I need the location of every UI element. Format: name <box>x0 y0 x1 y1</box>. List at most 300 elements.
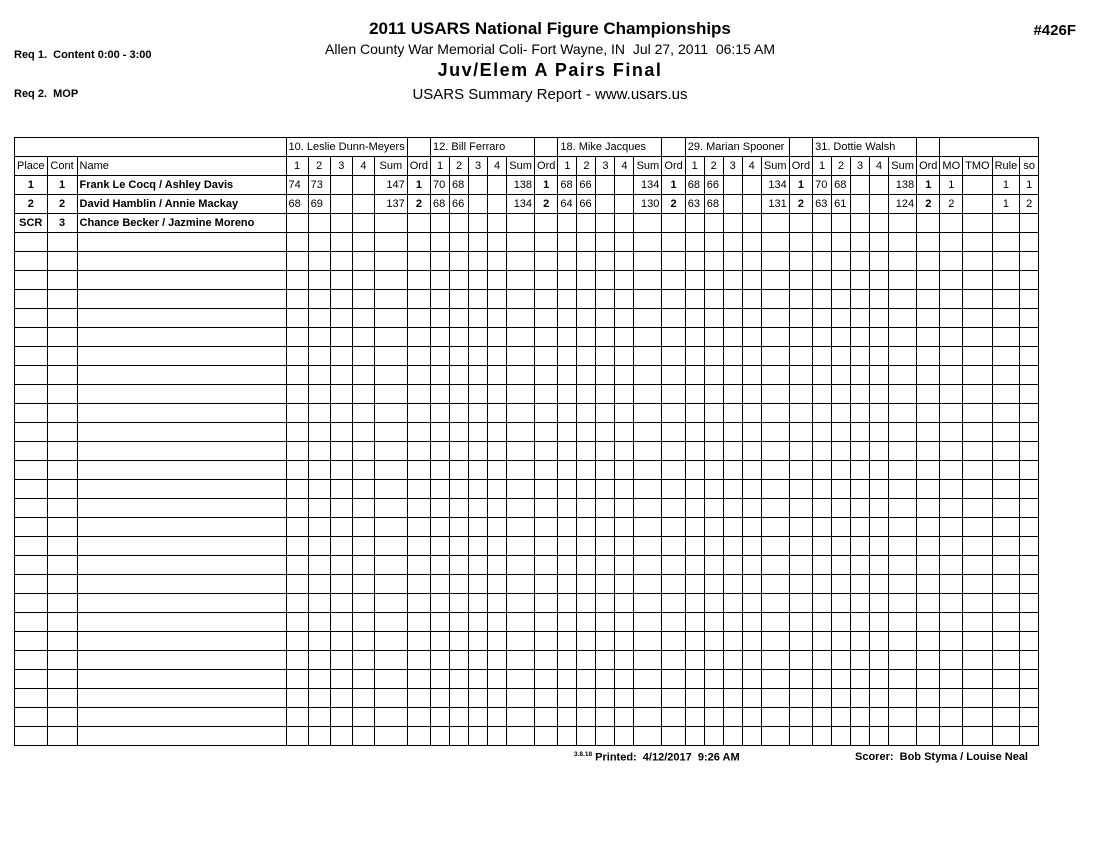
cell-sum <box>889 632 917 651</box>
cell-sum <box>634 556 662 575</box>
cell-score <box>431 575 450 594</box>
cell-sum <box>634 290 662 309</box>
cell-score <box>851 176 870 195</box>
cell-sum <box>634 309 662 328</box>
cell-sum <box>761 252 789 271</box>
col-header-3: 3 <box>330 157 352 176</box>
cell-ord <box>789 442 812 461</box>
cell-cont <box>47 670 77 689</box>
cell-sum <box>375 366 408 385</box>
cell-score <box>488 537 507 556</box>
table-row <box>15 556 1039 575</box>
cell-score <box>685 252 704 271</box>
cell-ord <box>917 480 940 499</box>
cell-score <box>742 632 761 651</box>
cell-score <box>352 385 374 404</box>
cell-score <box>431 385 450 404</box>
cell-ord <box>662 347 685 366</box>
cell-score <box>832 252 851 271</box>
cell-score <box>851 366 870 385</box>
cell-score <box>870 176 889 195</box>
cell-sum <box>761 404 789 423</box>
cell-sum <box>761 689 789 708</box>
cell-score <box>813 670 832 689</box>
cell-score <box>558 499 577 518</box>
cell-score <box>832 632 851 651</box>
cell-sum <box>761 556 789 575</box>
cell-score: 63 <box>813 195 832 214</box>
cell-cont <box>47 328 77 347</box>
cell-rule <box>992 575 1020 594</box>
cell-score: 68 <box>685 176 704 195</box>
cell-score <box>832 651 851 670</box>
cell-score <box>851 309 870 328</box>
cell-score <box>704 651 723 670</box>
cell-cont <box>47 423 77 442</box>
cell-ord <box>917 233 940 252</box>
cell-ord <box>917 252 940 271</box>
cell-score <box>431 214 450 233</box>
cell-sum: 130 <box>634 195 662 214</box>
cell-score <box>558 689 577 708</box>
cell-score <box>615 271 634 290</box>
cell-score <box>704 366 723 385</box>
cell-sum <box>889 404 917 423</box>
cell-sum <box>375 689 408 708</box>
cell-score <box>851 385 870 404</box>
cell-tmo <box>963 176 992 195</box>
cell-sum <box>375 233 408 252</box>
cell-sum <box>889 708 917 727</box>
cell-mo <box>940 556 963 575</box>
cell-sum: 138 <box>889 176 917 195</box>
cell-score <box>450 290 469 309</box>
cell-sum <box>507 328 535 347</box>
cell-score <box>742 575 761 594</box>
cell-ord <box>917 537 940 556</box>
cell-score <box>558 575 577 594</box>
cell-ord <box>535 708 558 727</box>
cell-score <box>308 556 330 575</box>
cell-sum <box>375 423 408 442</box>
cell-score <box>330 404 352 423</box>
cell-ord <box>917 385 940 404</box>
cell-score <box>488 613 507 632</box>
cell-score <box>723 499 742 518</box>
cell-score <box>558 290 577 309</box>
cell-sum <box>889 518 917 537</box>
cell-score <box>832 594 851 613</box>
cell-score <box>723 214 742 233</box>
cell-score <box>558 233 577 252</box>
cell-ord <box>407 214 430 233</box>
cell-score <box>742 290 761 309</box>
cell-score <box>308 461 330 480</box>
cell-score <box>596 385 615 404</box>
cell-score <box>870 651 889 670</box>
cell-cont <box>47 271 77 290</box>
cell-score <box>308 480 330 499</box>
cell-score <box>832 518 851 537</box>
col-header-sum: Sum <box>634 157 662 176</box>
cell-score <box>450 651 469 670</box>
cell-ord <box>535 651 558 670</box>
cell-score <box>813 556 832 575</box>
cell-ord <box>535 423 558 442</box>
cell-score <box>704 271 723 290</box>
cell-score <box>431 594 450 613</box>
cell-ord <box>407 632 430 651</box>
cell-score <box>558 670 577 689</box>
cell-ord: 1 <box>789 176 812 195</box>
cell-score <box>308 290 330 309</box>
cell-score <box>870 689 889 708</box>
cell-score <box>704 670 723 689</box>
cell-score <box>558 309 577 328</box>
cell-so <box>1020 347 1039 366</box>
cell-name <box>77 651 286 670</box>
cell-score <box>870 670 889 689</box>
cell-score <box>558 214 577 233</box>
cell-score <box>431 233 450 252</box>
cell-score <box>723 423 742 442</box>
cell-score <box>704 480 723 499</box>
cell-score <box>615 442 634 461</box>
cell-sum <box>889 480 917 499</box>
cell-place <box>15 442 48 461</box>
cell-sum <box>507 518 535 537</box>
col-header-4: 4 <box>870 157 889 176</box>
cell-sum <box>889 537 917 556</box>
cell-score <box>832 537 851 556</box>
cell-ord <box>407 575 430 594</box>
cell-score: 68 <box>431 195 450 214</box>
cell-so: 2 <box>1020 195 1039 214</box>
cell-score <box>685 328 704 347</box>
col-header-cont: Cont <box>47 157 77 176</box>
cell-score <box>469 461 488 480</box>
cell-score <box>330 480 352 499</box>
cell-score <box>704 233 723 252</box>
cell-score <box>615 385 634 404</box>
cell-score <box>469 613 488 632</box>
cell-ord <box>407 233 430 252</box>
cell-score <box>832 404 851 423</box>
table-row <box>15 651 1039 670</box>
cell-score <box>352 404 374 423</box>
cell-ord <box>789 575 812 594</box>
cell-mo <box>940 499 963 518</box>
cell-score <box>723 252 742 271</box>
cell-ord <box>662 404 685 423</box>
cell-score <box>330 632 352 651</box>
cell-sum <box>761 537 789 556</box>
cell-score <box>685 575 704 594</box>
cell-ord <box>407 385 430 404</box>
cell-so <box>1020 670 1039 689</box>
cell-sum <box>507 271 535 290</box>
cell-score <box>330 347 352 366</box>
cell-score <box>813 290 832 309</box>
cell-score <box>450 689 469 708</box>
col-header-1: 1 <box>558 157 577 176</box>
cell-score <box>851 575 870 594</box>
cell-score <box>431 252 450 271</box>
cell-ord <box>662 423 685 442</box>
cell-score <box>723 347 742 366</box>
cell-score <box>704 689 723 708</box>
cell-sum <box>507 670 535 689</box>
cell-score <box>832 461 851 480</box>
cell-score <box>596 594 615 613</box>
cell-tmo <box>963 689 992 708</box>
cell-score <box>286 385 308 404</box>
cell-sum <box>761 594 789 613</box>
cell-ord <box>407 442 430 461</box>
cell-score <box>330 708 352 727</box>
cell-place: 1 <box>15 176 48 195</box>
cell-rule <box>992 727 1020 746</box>
cell-score <box>723 176 742 195</box>
cell-sum <box>507 214 535 233</box>
cell-cont <box>47 309 77 328</box>
cell-so <box>1020 442 1039 461</box>
cell-score <box>352 670 374 689</box>
table-row <box>15 385 1039 404</box>
cell-ord <box>407 613 430 632</box>
cell-place <box>15 518 48 537</box>
cell-score <box>577 385 596 404</box>
cell-sum <box>761 290 789 309</box>
cell-name: Frank Le Cocq / Ashley Davis <box>77 176 286 195</box>
column-header-row <box>15 157 1039 176</box>
cell-score <box>813 271 832 290</box>
cell-score <box>286 366 308 385</box>
cell-ord <box>917 214 940 233</box>
cell-score <box>488 233 507 252</box>
cell-score <box>308 309 330 328</box>
cell-ord <box>662 252 685 271</box>
cell-ord <box>407 404 430 423</box>
cell-ord <box>917 328 940 347</box>
cell-ord <box>662 214 685 233</box>
cell-ord: 2 <box>789 195 812 214</box>
cell-score <box>469 290 488 309</box>
cell-ord <box>662 708 685 727</box>
cell-score <box>851 670 870 689</box>
cell-name <box>77 404 286 423</box>
cell-mo <box>940 309 963 328</box>
cell-ord <box>789 309 812 328</box>
cell-rule <box>992 271 1020 290</box>
cell-score <box>870 195 889 214</box>
cell-score <box>615 689 634 708</box>
cell-name <box>77 670 286 689</box>
cell-score <box>596 290 615 309</box>
cell-score <box>685 499 704 518</box>
cell-place <box>15 670 48 689</box>
cell-score <box>723 613 742 632</box>
cell-name: Chance Becker / Jazmine Moreno <box>77 214 286 233</box>
cell-sum <box>375 347 408 366</box>
cell-so: 1 <box>1020 176 1039 195</box>
cell-score <box>469 708 488 727</box>
cell-sum <box>889 727 917 746</box>
cell-score <box>330 689 352 708</box>
judge-header-spacer-right <box>940 138 1039 157</box>
cell-score <box>615 366 634 385</box>
cell-score <box>286 252 308 271</box>
cell-score <box>723 290 742 309</box>
cell-ord <box>662 233 685 252</box>
cell-score <box>615 480 634 499</box>
cell-mo <box>940 404 963 423</box>
cell-score <box>596 423 615 442</box>
cell-ord <box>407 499 430 518</box>
cell-score <box>352 271 374 290</box>
cell-score <box>615 613 634 632</box>
cell-ord <box>662 480 685 499</box>
cell-score <box>488 195 507 214</box>
cell-score <box>615 461 634 480</box>
cell-score <box>723 575 742 594</box>
cell-name <box>77 537 286 556</box>
cell-ord <box>535 499 558 518</box>
cell-score <box>615 404 634 423</box>
cell-score <box>851 480 870 499</box>
cell-sum <box>889 689 917 708</box>
cell-score <box>577 518 596 537</box>
cell-name <box>77 347 286 366</box>
cell-rule <box>992 670 1020 689</box>
cell-ord <box>407 480 430 499</box>
cell-score <box>431 290 450 309</box>
cell-score <box>704 385 723 404</box>
cell-score <box>330 271 352 290</box>
cell-score <box>870 233 889 252</box>
cell-sum <box>889 556 917 575</box>
cell-score <box>870 708 889 727</box>
printed-text: Printed: 4/12/2017 9:26 AM <box>595 751 740 764</box>
cell-so <box>1020 613 1039 632</box>
cell-score <box>615 328 634 347</box>
table-row <box>15 689 1039 708</box>
cell-place <box>15 404 48 423</box>
cell-score <box>469 442 488 461</box>
table-row <box>15 347 1039 366</box>
cell-tmo <box>963 214 992 233</box>
cell-score <box>813 689 832 708</box>
cell-sum <box>889 613 917 632</box>
cell-so <box>1020 404 1039 423</box>
cell-score <box>352 537 374 556</box>
cell-score <box>352 328 374 347</box>
cell-score <box>742 594 761 613</box>
cell-score: 66 <box>577 195 596 214</box>
cell-tmo <box>963 461 992 480</box>
cell-score <box>577 537 596 556</box>
cell-score <box>286 423 308 442</box>
cell-score <box>488 423 507 442</box>
cell-ord <box>917 689 940 708</box>
cell-ord: 1 <box>407 176 430 195</box>
cell-ord <box>789 689 812 708</box>
cell-ord <box>789 499 812 518</box>
cell-score <box>832 499 851 518</box>
cell-score <box>286 499 308 518</box>
cell-score <box>813 442 832 461</box>
cell-score <box>469 195 488 214</box>
cell-score <box>615 214 634 233</box>
cell-mo <box>940 214 963 233</box>
judge-name-header: 31. Dottie Walsh <box>813 138 917 157</box>
scorer-line: Scorer: Bob Styma / Louise Neal <box>855 751 1028 763</box>
cell-ord <box>535 518 558 537</box>
cell-sum <box>634 670 662 689</box>
cell-name <box>77 632 286 651</box>
cell-ord <box>535 309 558 328</box>
cell-ord <box>917 366 940 385</box>
cell-ord: 2 <box>535 195 558 214</box>
cell-ord <box>407 651 430 670</box>
cell-mo <box>940 651 963 670</box>
cell-score <box>704 347 723 366</box>
cell-ord <box>917 404 940 423</box>
cell-score <box>352 708 374 727</box>
cell-score <box>615 651 634 670</box>
cell-cont <box>47 632 77 651</box>
cell-sum <box>634 499 662 518</box>
cell-mo <box>940 461 963 480</box>
cell-ord <box>407 290 430 309</box>
cell-sum <box>634 689 662 708</box>
cell-score <box>308 423 330 442</box>
cell-ord <box>789 233 812 252</box>
cell-ord <box>535 233 558 252</box>
cell-sum <box>889 271 917 290</box>
cell-mo <box>940 271 963 290</box>
cell-score <box>813 423 832 442</box>
cell-ord <box>789 556 812 575</box>
table-row <box>15 727 1039 746</box>
cell-so <box>1020 727 1039 746</box>
cell-score <box>308 537 330 556</box>
cell-score: 68 <box>832 176 851 195</box>
table-row <box>15 594 1039 613</box>
cell-score <box>742 423 761 442</box>
cell-score <box>813 309 832 328</box>
cell-score <box>577 632 596 651</box>
table-row <box>15 461 1039 480</box>
cell-score <box>450 423 469 442</box>
cell-sum <box>889 347 917 366</box>
cell-ord <box>789 480 812 499</box>
cell-sum <box>889 309 917 328</box>
cell-score: 69 <box>308 195 330 214</box>
col-header-sum: Sum <box>889 157 917 176</box>
cell-tmo <box>963 499 992 518</box>
cell-place <box>15 480 48 499</box>
cell-tmo <box>963 328 992 347</box>
col-header-3: 3 <box>469 157 488 176</box>
cell-score <box>870 518 889 537</box>
cell-score <box>469 233 488 252</box>
cell-score <box>577 575 596 594</box>
cell-score <box>450 480 469 499</box>
cell-score <box>330 670 352 689</box>
cell-score <box>308 385 330 404</box>
cell-score <box>851 290 870 309</box>
